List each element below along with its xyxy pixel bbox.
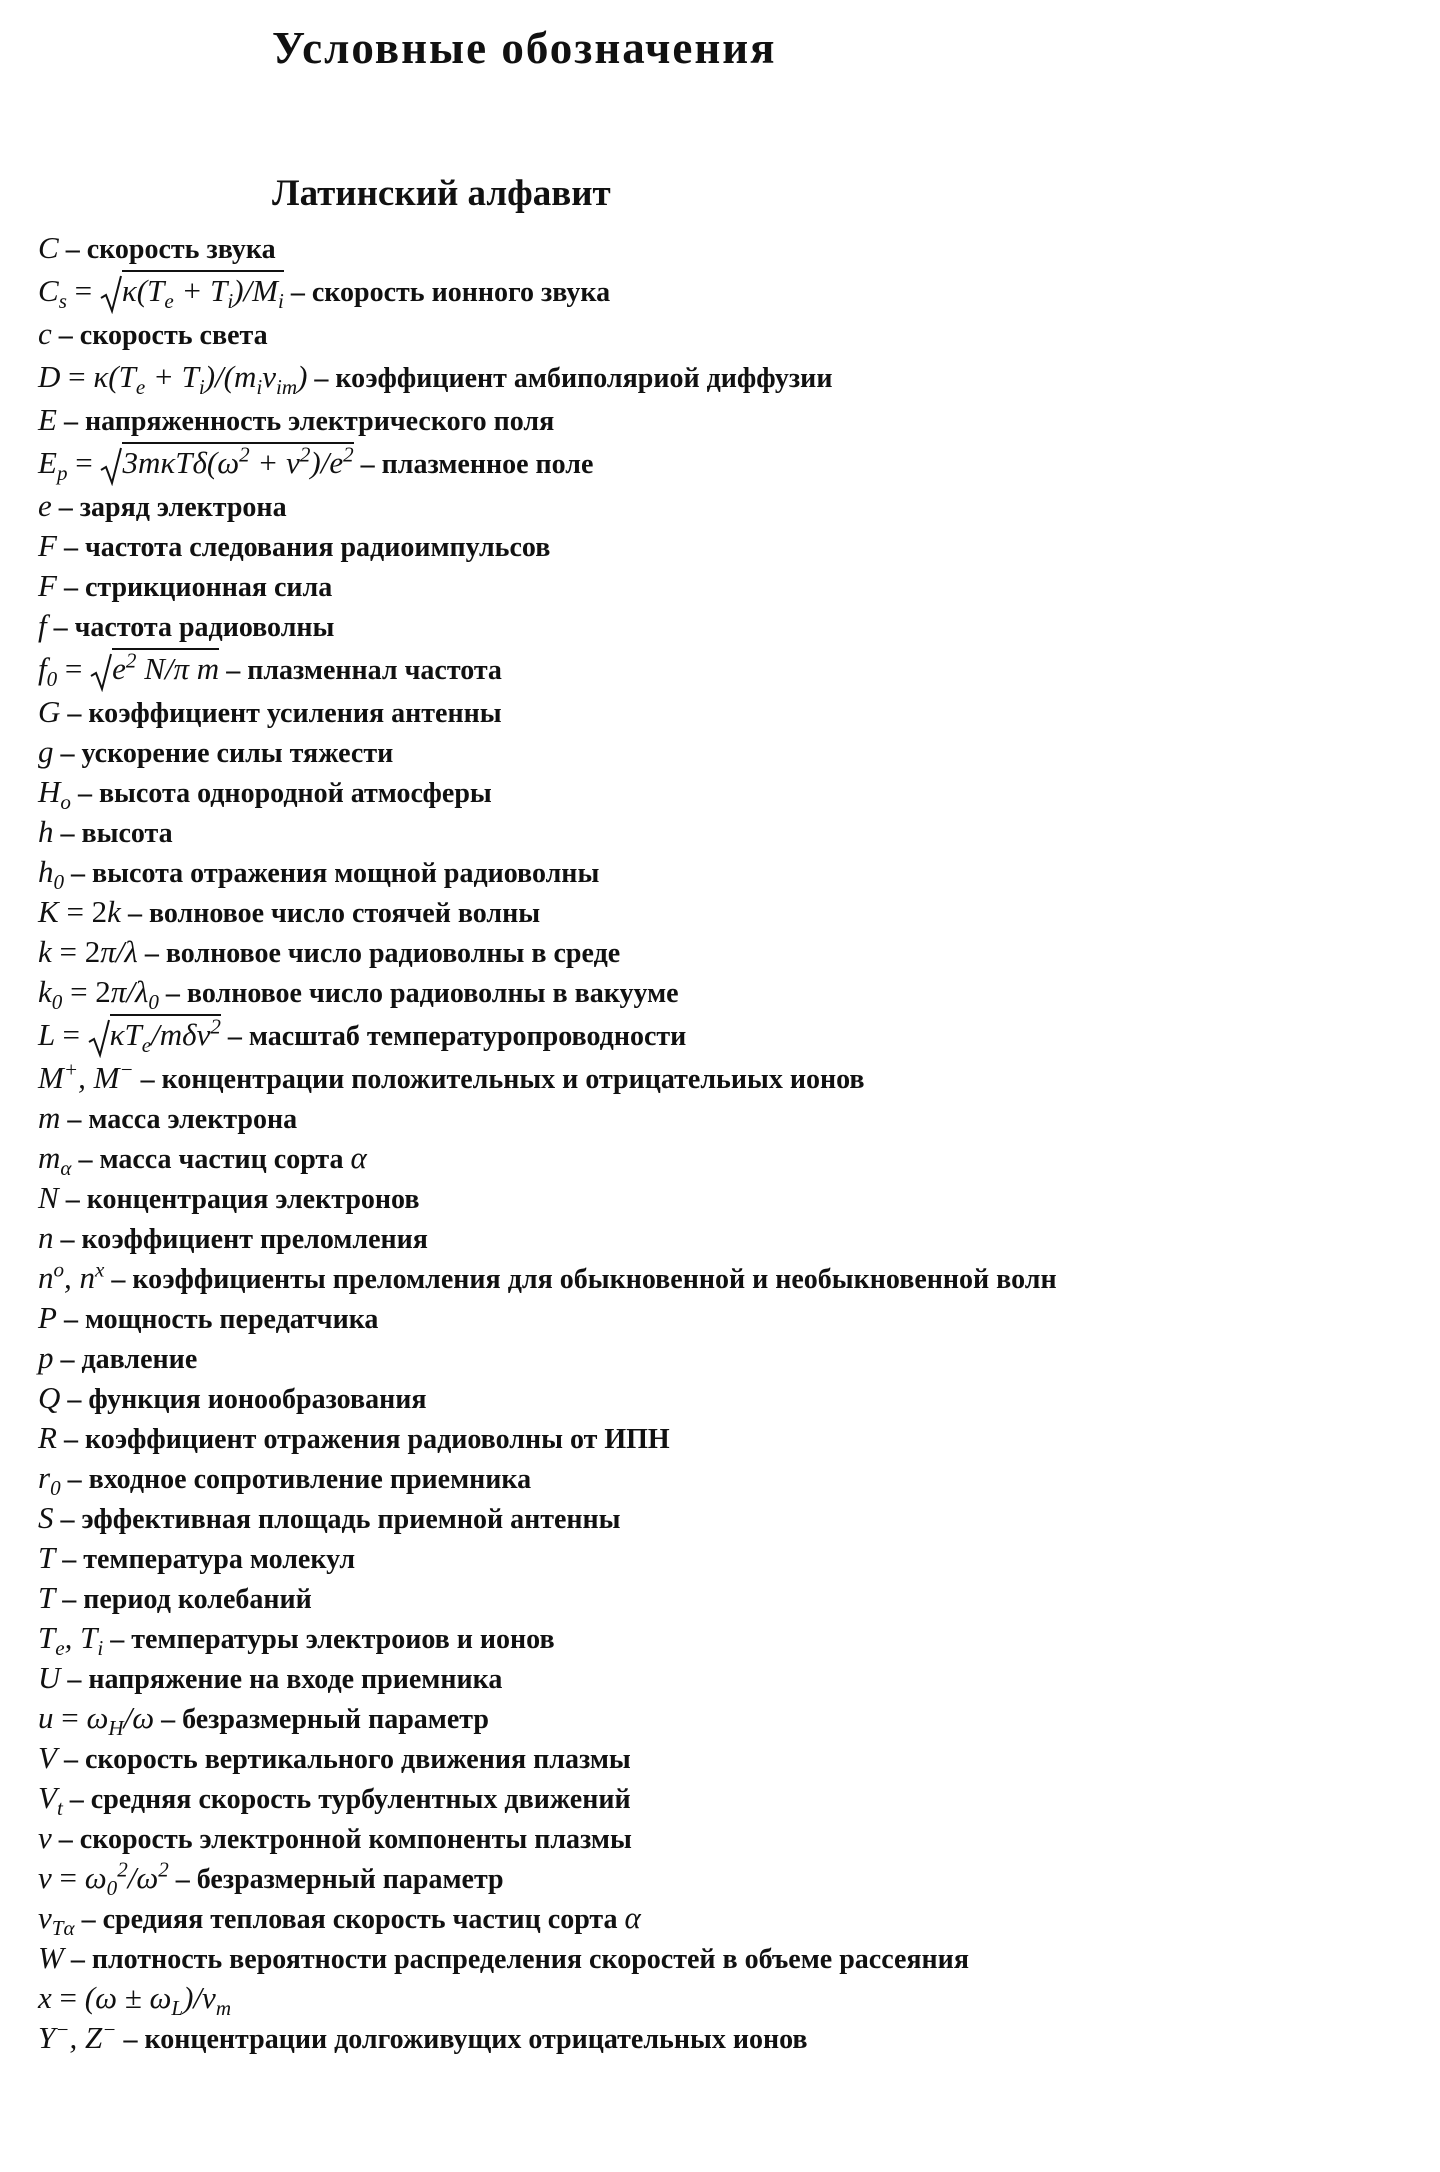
symbol: C (38, 230, 59, 265)
list-item (38, 1778, 1420, 1821)
symbol: $H_o$ (38, 774, 71, 815)
list-item (38, 400, 1420, 440)
list-item (38, 972, 1420, 1015)
symbol-description: – скорость света (58, 320, 268, 351)
symbol: P (38, 1300, 57, 1335)
symbol: Y−, Z− (38, 2017, 117, 2055)
symbol: $n^o$, $n^x$ (38, 1257, 105, 1295)
symbol-description: – волновое число радиоволны в среде (144, 938, 621, 969)
symbol-description: – масса частиц сорта (78, 1144, 344, 1175)
list-item (38, 1857, 1420, 1901)
symbol-description: – коэффициент преломления (60, 1224, 428, 1255)
symbol-description: – средияя тепловая скорость частиц сорта (81, 1904, 618, 1935)
list-item (38, 732, 1420, 772)
symbol: U (38, 1660, 61, 1695)
symbol-description: – коэффициенты преломления для обыкновенной и необыкновенной волн (111, 1264, 1057, 1295)
page-title: Условные обозначения (272, 23, 777, 73)
list-item (38, 526, 1420, 566)
symbol: T (38, 1580, 56, 1615)
symbol: $E_p = 3m\kappa T\delta(\omega^2 + \nu^2)/e^2$ (38, 442, 354, 486)
symbol-description: – коэффициент отражения радиоволны от ИПН (63, 1424, 670, 1455)
symbol: Q (38, 1380, 61, 1415)
symbol: e (38, 488, 52, 523)
symbol-alpha: α (350, 1140, 367, 1175)
list-item (38, 1138, 1420, 1181)
list-item (38, 1258, 1420, 1298)
symbol: E (38, 402, 57, 437)
symbol: V (38, 1740, 57, 1775)
symbol: v (38, 1820, 52, 1855)
list-item (38, 1938, 1420, 1978)
list-item (38, 268, 1420, 314)
list-item (38, 1012, 1420, 1058)
sqrt-sign (90, 652, 112, 692)
symbol: $V_t$ (38, 1780, 63, 1821)
symbol-description: – масса электрона (67, 1104, 298, 1135)
symbol-description: – мощность передатчика (63, 1304, 379, 1335)
list-item (38, 772, 1420, 815)
symbol: S (38, 1500, 54, 1535)
list-item (38, 1498, 1420, 1538)
symbol: $h_0$ (38, 854, 65, 895)
symbol-description: – плазменнал частота (226, 655, 502, 686)
symbol-description: – частота следования радиоимпульсов (63, 532, 551, 563)
symbol-description: – плазменное поле (360, 449, 594, 480)
symbol: M+, M− (38, 1057, 134, 1095)
list-item (38, 812, 1420, 852)
symbol-description: – напряженность электрического поля (63, 406, 555, 437)
symbol-description: – период колебаний (62, 1584, 312, 1615)
symbol: p (38, 1340, 54, 1375)
list-item (38, 1738, 1420, 1778)
list-item (38, 1058, 1420, 1098)
list-item (38, 1378, 1420, 1418)
list-item (38, 228, 1420, 268)
symbol-description: – скорость ионного звука (290, 277, 611, 308)
symbol-description: – скорость звука (65, 234, 276, 265)
symbol: $C_s = \kappa(T_e + T_i)/M_i$ (38, 273, 284, 308)
symbol: W (38, 1940, 64, 1975)
list-item (38, 1578, 1420, 1618)
symbol: $f_0 = e^2$ N/π m (38, 648, 220, 692)
symbol: N (38, 1180, 59, 1215)
list-item (38, 1978, 1420, 2021)
symbol-description: – высота отражения мощной радиоволны (71, 858, 600, 889)
list-item (38, 692, 1420, 732)
symbol-description: – скорость вертикального движения плазмы (63, 1744, 631, 1775)
symbol: $v_{T\alpha}$ (38, 1900, 75, 1941)
symbol-description: – масштаб температуропроводности (227, 1021, 687, 1052)
symbol-description: – ускорение силы тяжести (60, 738, 394, 769)
list-item (38, 354, 1420, 400)
list-item (38, 1658, 1420, 1698)
symbol-description: – частота радиоволны (53, 612, 335, 643)
symbol-list (38, 228, 1420, 2058)
symbol: m (38, 1100, 61, 1135)
section-heading: Латинский алфавит (272, 173, 611, 214)
list-item (38, 1418, 1420, 1458)
symbol: G (38, 694, 61, 729)
symbol: $k_0 = 2\pi/\lambda_0$ (38, 974, 159, 1015)
symbol: g (38, 734, 54, 769)
list-item (38, 852, 1420, 895)
symbol-description: – температуры электроиов и ионов (110, 1624, 555, 1655)
symbol: $T_e$, $T_i$ (38, 1620, 104, 1661)
symbol-description: – функция ионообразования (67, 1384, 427, 1415)
symbol-description: – средняя скорость турбулентных движений (69, 1784, 631, 1815)
symbol: $m_\alpha$ (38, 1140, 72, 1181)
sqrt-sign (100, 446, 122, 486)
list-item (38, 932, 1420, 972)
symbol-description: – стрикционная сила (63, 572, 333, 603)
symbol: c (38, 316, 52, 351)
symbol-description: – температура молекул (62, 1544, 356, 1575)
symbol: $r_0$ (38, 1460, 61, 1501)
sqrt-sign (100, 274, 122, 314)
symbol-description: – безразмерный параметр (175, 1864, 504, 1895)
symbol: n (38, 1220, 54, 1255)
list-item (38, 892, 1420, 932)
symbol: h (38, 814, 54, 849)
symbol: K = 2k (38, 894, 121, 929)
symbol-alpha: α (624, 1900, 641, 1935)
symbol: $u = \omega_H/\omega$ (38, 1700, 155, 1741)
list-item (38, 1178, 1420, 1218)
list-item (38, 2018, 1420, 2058)
symbol: $v = \omega_0^2/\omega^2$ (38, 1857, 169, 1901)
list-item (38, 440, 1420, 486)
list-item (38, 1098, 1420, 1138)
symbol-description: – напряжение на входе приемника (67, 1664, 503, 1695)
symbol-description: – заряд электрона (58, 492, 287, 523)
symbol-description: – эффективная площадь приемной антенны (60, 1504, 621, 1535)
symbol: $L = \kappa T_e/m\delta\nu^2$ (38, 1014, 221, 1058)
symbol-description: – концентрации долгоживущих отрицательных ионов (123, 2024, 808, 2055)
list-item (38, 1698, 1420, 1741)
symbol-description: – давление (60, 1344, 198, 1375)
symbol-description: – высота однородной атмосферы (77, 778, 492, 809)
list-item (38, 606, 1420, 646)
list-item (38, 1538, 1420, 1578)
symbol: F (38, 568, 57, 603)
symbol-description: – плотность вероятности распределения скоростей в объеме рассеяния (70, 1944, 969, 1975)
symbol-description: – коэффициент амбиполяриой диффузии (314, 363, 833, 394)
list-item (38, 566, 1420, 606)
list-item (38, 1618, 1420, 1661)
symbol: R (38, 1420, 57, 1455)
symbol-description: – безразмерный параметр (161, 1704, 489, 1735)
list-item (38, 1818, 1420, 1858)
symbol-description: – концентрация электронов (65, 1184, 420, 1215)
symbol: $D = \kappa(T_e + T_i)/(m_i\nu_{im})$ (38, 359, 308, 400)
symbol: k = 2π/λ (38, 934, 138, 969)
list-item (38, 1218, 1420, 1258)
symbol: F (38, 528, 57, 563)
symbol: $x = (\omega \pm \omega_L)/\nu_m$ (38, 1980, 232, 2021)
symbol: T (38, 1540, 56, 1575)
symbol-description: – высота (60, 818, 173, 849)
symbol-description: – волновое число радиоволны в вакууме (165, 978, 679, 1009)
symbol-description: – коэффициент усиления антенны (67, 698, 502, 729)
sqrt-sign (88, 1018, 110, 1058)
list-item (38, 646, 1420, 692)
list-item (38, 486, 1420, 526)
list-item (38, 314, 1420, 354)
symbol-description: – концентрации положительных и отрицательиых ионов (140, 1064, 865, 1095)
list-item (38, 1458, 1420, 1501)
list-item (38, 1338, 1420, 1378)
symbol-description: – волновое число стоячей волны (127, 898, 541, 929)
symbol-description: – входное сопротивление приемника (67, 1464, 532, 1495)
symbol: f (38, 608, 47, 643)
symbol-description: – скорость электронной компоненты плазмы (58, 1824, 632, 1855)
list-item (38, 1898, 1420, 1941)
list-item (38, 1298, 1420, 1338)
